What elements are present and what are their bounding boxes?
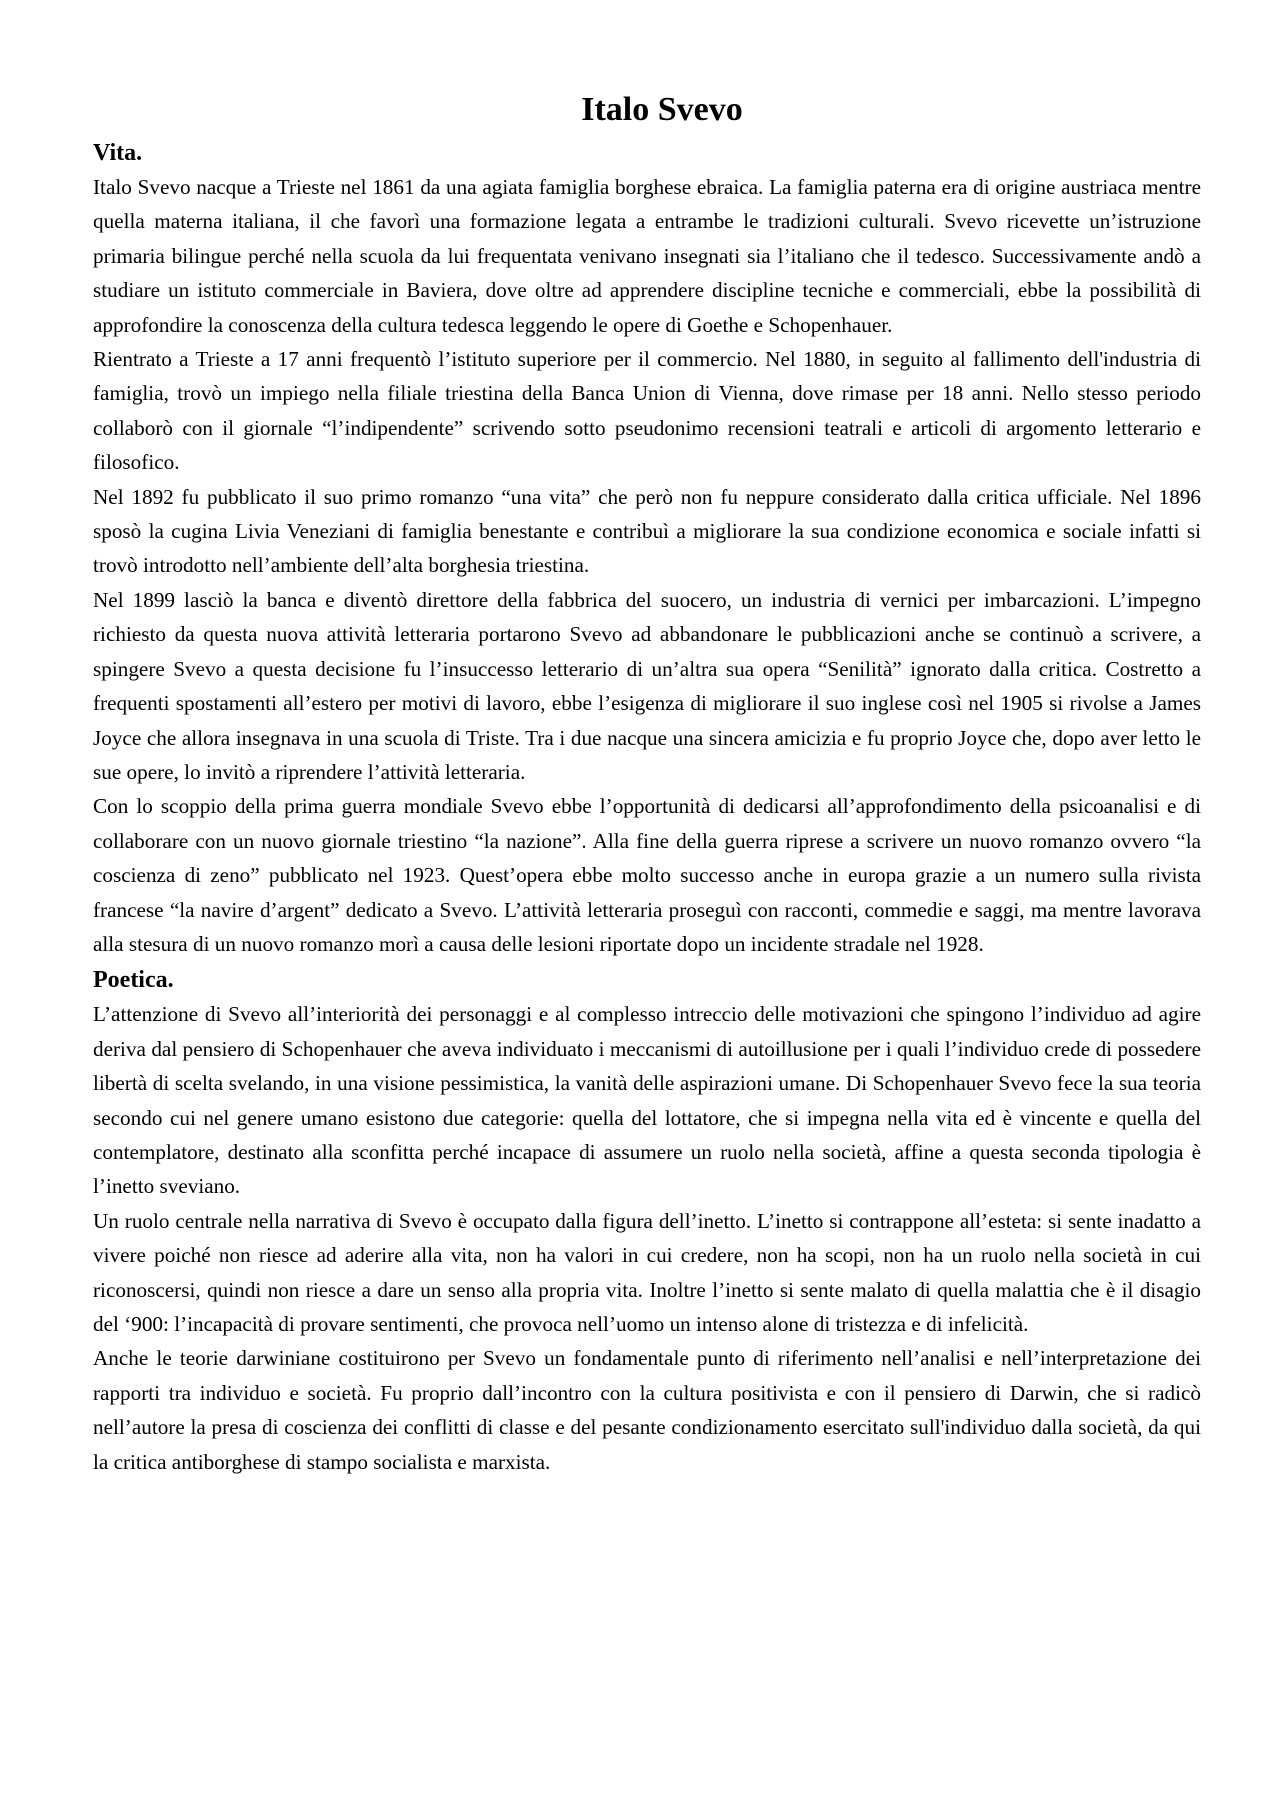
document-page bbox=[93, 88, 1201, 1479]
document-title: Italo Svevo bbox=[581, 91, 743, 128]
paragraph: L’attenzione di Svevo all’interiorità dei personaggi e al complesso intreccio delle motivazioni che spingono l’individuo ad agire deriva dal pensiero di Schopenhauer che aveva individuato i meccanismi di autoillusione per i quali l’individuo crede di possedere libertà di scelta svelando, in una visione pessimistica, la vanità delle aspirazioni umane. Di Schopenhauer Svevo fece la sua teoria secondo cui nel genere umano esistono due categorie: quella del lottatore, che si impegna nella vita ed è vincente e quella del contemplatore, destinato alla sconfitta perché incapace di assumere un ruolo nella società, affine a questa seconda tipologia è l’inetto sveviano. bbox=[93, 1002, 1201, 1199]
paragraph: Italo Svevo nacque a Trieste nel 1861 da una agiata famiglia borghese ebraica. La famiglia paterna era di origine austriaca mentre quella materna italiana, il che favorì una formazione legata a entrambe le tradizioni culturali. Svevo ricevette un’istruzione primaria bilingue perché nella scuola da lui frequentata venivano insegnati sia l’italiano che il tedesco. Successivamente andò a studiare un istituto commerciale in Baviera, dove oltre ad apprendere discipline tecniche e commerciali, ebbe la possibilità di approfondire la conoscenza della cultura tedesca leggendo le opere di Goethe e Schopenhauer. bbox=[93, 175, 1201, 337]
paragraph: Un ruolo centrale nella narrativa di Svevo è occupato dalla figura dell’inetto. L’inetto si contrappone all’esteta: si sente inadatto a vivere poiché non riesce ad aderire alla vita, non ha valori in cui credere, non ha scopi, non ha un ruolo nella società in cui riconoscersi, quindi non riesce a dare un senso alla propria vita. Inoltre l’inetto si sente malato di quella malattia che è il disagio del ‘900: l’incapacità di provare sentimenti, che provoca nell’uomo un intenso alone di tristezza e di infelicità. bbox=[93, 1208, 1201, 1336]
paragraph: Con lo scoppio della prima guerra mondiale Svevo ebbe l’opportunità di dedicarsi all’approfondimento della psicoanalisi e di collaborare con un nuovo giornale triestino “la nazione”. Alla fine della guerra riprese a scrivere un nuovo romanzo ovvero “la coscienza di zeno” pubblicato nel 1923. Quest’opera ebbe molto successo anche in europa grazie a un numero sulla rivista francese “la navire d’argent” dedicato a Svevo. L’attività letteraria proseguì con racconti, commedie e saggi, ma mentre lavorava alla stesura di un nuovo romanzo morì a causa delle lesioni riportate dopo un incidente stradale nel 1928. bbox=[93, 794, 1201, 956]
paragraph: Anche le teorie darwiniane costituirono per Svevo un fondamentale punto di riferimento nell’analisi e nell’interpretazione dei rapporti tra individuo e società. Fu proprio dall’incontro con la cultura positivista e con il pensiero di Darwin, che si radicò nell’autore la presa di coscienza dei conflitti di classe e del pesante condizionamento esercitato sull'individuo dalla società, da qui la critica antiborghese di stampo socialista e marxista. bbox=[93, 1346, 1201, 1474]
section-heading-vita: Vita. bbox=[93, 140, 143, 166]
paragraph: Nel 1899 lasciò la banca e diventò direttore della fabbrica del suocero, un industria di vernici per imbarcazioni. L’impegno richiesto da questa nuova attività letteraria portarono Svevo ad abbandonare le pubblicazioni anche se continuò a scrivere, a spingere Svevo a questa decisione fu l’insuccesso letterario di un’altra sua opera “Senilità” ignorato dalla critica. Costretto a frequenti spostamenti all’estero per motivi di lavoro, ebbe l’esigenza di migliorare il suo inglese così nel 1905 si rivolse a James Joyce che allora insegnava in una scuola di Triste. Tra i due nacque una sincera amicizia e fu proprio Joyce che, dopo aver letto le sue opere, lo invitò a riprendere l’attività letteraria. bbox=[93, 587, 1201, 784]
paragraph: Rientrato a Trieste a 17 anni frequentò l’istituto superiore per il commercio. Nel 1880, in seguito al fallimento dell'industria di famiglia, trovò un impiego nella filiale triestina della Banca Union di Vienna, dove rimase per 18 anni. Nello stesso periodo collaborò con il giornale “l’indipendente” scrivendo sotto pseudonimo recensioni teatrali e articoli di argomento letterario e filosofico. bbox=[93, 347, 1201, 475]
section-heading-poetica: Poetica. bbox=[93, 967, 174, 994]
paragraph: Nel 1892 fu pubblicato il suo primo romanzo “una vita” che però non fu neppure considerato dalla critica ufficiale. Nel 1896 sposò la cugina Livia Veneziani di famiglia benestante e contribuì a migliorare la sua condizione economica e sociale infatti si trovò introdotto nell’ambiente dell’alta borghesia triestina. bbox=[93, 484, 1201, 578]
